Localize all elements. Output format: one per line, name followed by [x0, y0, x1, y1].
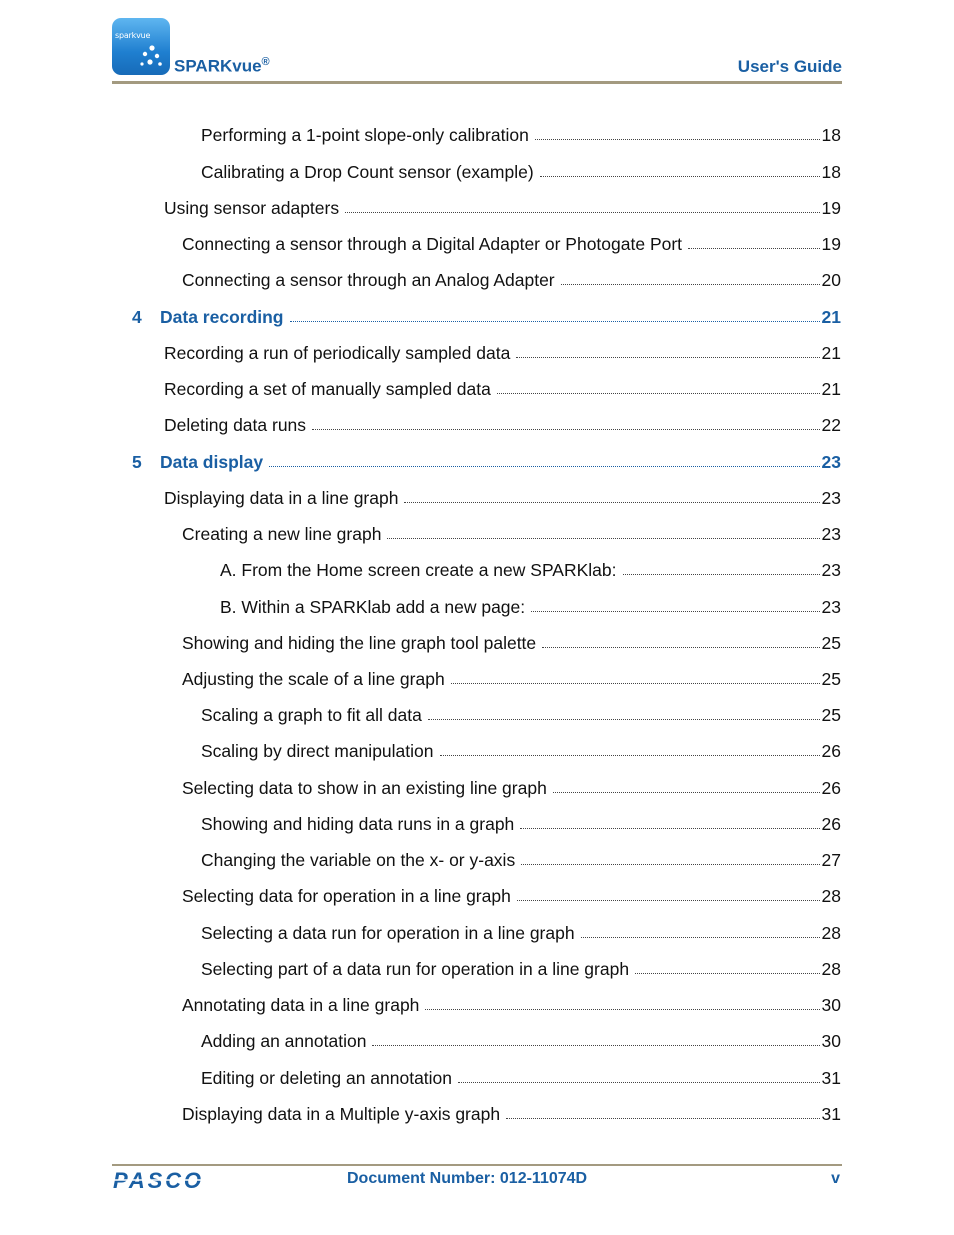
toc-page-number: 31 — [821, 1104, 841, 1124]
toc-chapter-entry[interactable] — [132, 449, 841, 473]
toc-dot-leader — [387, 538, 819, 539]
document-number: Document Number: 012-11074D — [347, 1170, 588, 1187]
toc-dot-leader — [372, 1045, 819, 1046]
footer-rule — [112, 1164, 842, 1166]
toc-entry[interactable] — [164, 340, 841, 364]
toc-entry[interactable] — [182, 521, 841, 545]
toc-dot-leader — [404, 502, 819, 503]
toc-entry-title: Scaling by direct manipulation — [201, 741, 434, 761]
toc-entry[interactable] — [201, 847, 841, 871]
toc-dot-leader — [688, 248, 819, 249]
toc-page-number: 25 — [821, 705, 841, 725]
toc-page-number: 22 — [821, 415, 841, 435]
toc-dot-leader — [517, 900, 820, 901]
toc-page-number: 20 — [821, 270, 841, 290]
toc-entry-title: Adjusting the scale of a line graph — [182, 669, 445, 689]
toc-entry-title: Creating a new line graph — [182, 524, 382, 544]
toc-page-number: 21 — [821, 307, 841, 327]
toc-entry-title: Scaling a graph to fit all data — [201, 705, 422, 725]
toc-entry-title: Displaying data in a line graph — [164, 488, 399, 508]
toc-entry-title: Selecting a data run for operation in a line graph — [201, 923, 575, 943]
toc-entry[interactable] — [201, 956, 841, 980]
toc-entry-title: A. From the Home screen create a new SPARKlab: — [220, 560, 617, 580]
toc-entry-title: Changing the variable on the x- or y-axis — [201, 850, 516, 870]
toc-dot-leader — [623, 574, 820, 575]
toc-page-number: 28 — [821, 886, 841, 906]
toc-entry[interactable] — [201, 122, 841, 146]
toc-page-number: 26 — [821, 741, 841, 761]
toc-page-number: 30 — [821, 1031, 841, 1051]
toc-page-number: 25 — [821, 669, 841, 689]
brand-title: SPARKvue® — [174, 56, 270, 76]
toc-entry[interactable] — [220, 557, 841, 581]
svg-text:PASCO: PASCO — [113, 1168, 201, 1192]
toc-page-number: 23 — [821, 560, 841, 580]
toc-entry[interactable] — [220, 594, 841, 618]
toc-entry[interactable] — [164, 195, 841, 219]
toc-dot-leader — [506, 1118, 819, 1119]
toc-dot-leader — [542, 647, 819, 648]
toc-dot-leader — [451, 683, 820, 684]
toc-dot-leader — [516, 357, 819, 358]
toc-entry-title: Selecting data for operation in a line graph — [182, 886, 511, 906]
toc-entry[interactable] — [182, 666, 841, 690]
toc-entry[interactable] — [164, 412, 841, 436]
toc-chapter-entry[interactable] — [132, 304, 841, 328]
toc-entry-title: Showing and hiding the line graph tool palette — [182, 633, 537, 653]
toc-entry[interactable] — [201, 1028, 841, 1052]
toc-page-number: 23 — [821, 597, 841, 617]
toc-entry-title: Performing a 1-point slope-only calibration — [201, 125, 529, 145]
toc-entry[interactable] — [182, 992, 841, 1016]
toc-entry[interactable] — [201, 738, 841, 762]
toc-dot-leader — [535, 139, 820, 140]
toc-dot-leader — [428, 719, 820, 720]
toc-entry[interactable] — [182, 630, 841, 654]
toc-entry-title: Data display — [160, 452, 264, 472]
toc-dot-leader — [290, 321, 820, 322]
toc-page-number: 21 — [821, 379, 841, 399]
toc-dot-leader — [581, 937, 820, 938]
toc-page-number: 26 — [821, 778, 841, 798]
toc-page-number: 23 — [821, 452, 841, 472]
toc-page-number: 23 — [821, 524, 841, 544]
page-number: v — [831, 1170, 840, 1187]
registered-mark: ® — [261, 56, 270, 68]
toc-dot-leader — [531, 611, 819, 612]
toc-chapter-number: 5 — [132, 452, 142, 472]
toc-entry-title: Selecting part of a data run for operation in a line graph — [201, 959, 630, 979]
toc-entry[interactable] — [201, 159, 841, 183]
toc-entry[interactable] — [182, 267, 841, 291]
toc-page-number: 19 — [821, 198, 841, 218]
toc-dot-leader — [540, 176, 820, 177]
toc-page-number: 25 — [821, 633, 841, 653]
toc-chapter-number: 4 — [132, 307, 142, 327]
toc-dot-leader — [635, 973, 819, 974]
toc-entry-title: Annotating data in a line graph — [182, 995, 420, 1015]
toc-page-number: 23 — [821, 488, 841, 508]
toc-entry-title: Connecting a sensor through a Digital Adapter or Photogate Port — [182, 234, 683, 254]
toc-dot-leader — [561, 284, 820, 285]
toc-entry[interactable] — [182, 883, 841, 907]
toc-entry-title: Using sensor adapters — [164, 198, 340, 218]
toc-dot-leader — [521, 864, 819, 865]
toc-entry-title: Calibrating a Drop Count sensor (example) — [201, 162, 534, 182]
toc-dot-leader — [553, 792, 820, 793]
toc-page-number: 28 — [821, 959, 841, 979]
toc-entry-title: Showing and hiding data runs in a graph — [201, 814, 515, 834]
toc-dot-leader — [269, 466, 819, 467]
toc-page-number: 18 — [821, 162, 841, 182]
toc-page-number: 21 — [821, 343, 841, 363]
toc-entry[interactable] — [164, 376, 841, 400]
toc-entry[interactable] — [201, 1065, 841, 1089]
toc-dot-leader — [458, 1082, 820, 1083]
toc-dot-leader — [312, 429, 819, 430]
toc-page-number: 27 — [821, 850, 841, 870]
pasco-logo — [112, 1168, 208, 1192]
toc-entry-title: Displaying data in a Multiple y-axis graph — [182, 1104, 501, 1124]
toc-page-number: 18 — [821, 125, 841, 145]
toc-dot-leader — [497, 393, 820, 394]
toc-entry[interactable] — [201, 702, 841, 726]
toc-entry-title: B. Within a SPARKlab add a new page: — [220, 597, 526, 617]
toc-dot-leader — [440, 755, 820, 756]
logo-text: sparkvue — [115, 31, 151, 40]
toc-entry-title: Editing or deleting an annotation — [201, 1068, 453, 1088]
guide-title: User's Guide — [737, 57, 842, 76]
toc-entry-title: Recording a run of periodically sampled data — [164, 343, 511, 363]
toc-page-number: 19 — [821, 234, 841, 254]
toc-entry-title: Selecting data to show in an existing line graph — [182, 778, 547, 798]
toc-page-number: 31 — [821, 1068, 841, 1088]
toc-entry-title: Data recording — [160, 307, 284, 327]
toc-entry-title: Connecting a sensor through an Analog Adapter — [182, 270, 555, 290]
toc-entry[interactable] — [182, 775, 841, 799]
toc-entry[interactable] — [182, 231, 841, 255]
toc-dot-leader — [425, 1009, 819, 1010]
toc-entry-title: Deleting data runs — [164, 415, 307, 435]
toc-page-number: 30 — [821, 995, 841, 1015]
toc-dot-leader — [345, 212, 819, 213]
toc-entry[interactable] — [182, 1101, 841, 1125]
toc-dot-leader — [520, 828, 819, 829]
toc-entry[interactable] — [201, 811, 841, 835]
toc-page-number: 26 — [821, 814, 841, 834]
toc-entry-title: Recording a set of manually sampled data — [164, 379, 491, 399]
toc-entry-title: Adding an annotation — [201, 1031, 367, 1051]
toc-entry[interactable] — [164, 485, 841, 509]
toc-page-number: 28 — [821, 923, 841, 943]
toc-entry[interactable] — [201, 920, 841, 944]
